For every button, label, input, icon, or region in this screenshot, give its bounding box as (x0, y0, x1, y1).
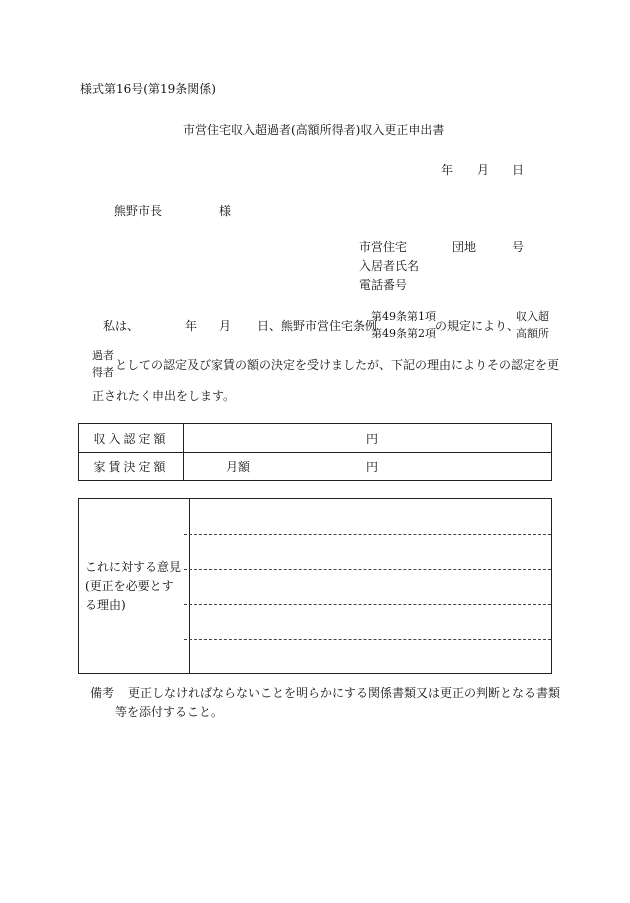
rent-value-cell (184, 453, 552, 481)
amount-table (78, 423, 552, 481)
income-label: 収入認定額 (79, 424, 184, 453)
form-title: 市営住宅収入超過者(高額所得者)収入更正申出書 (183, 123, 445, 137)
article-option-1: 第49条第1項 (371, 310, 436, 323)
addressee-honorific: 様 (219, 204, 232, 218)
rule-phrase: の規定により、 (435, 319, 520, 333)
dashed-line (184, 604, 551, 605)
income-value-cell (184, 424, 552, 453)
remarks-line-2: 等を添付すること。 (115, 705, 224, 719)
rent-label: 家賃決定額 (79, 453, 184, 481)
resident-name-label: 入居者氏名 (359, 259, 420, 273)
phone-label: 電話番号 (359, 278, 408, 292)
housing-label: 市営住宅 (359, 240, 408, 254)
status-option-income-1: 収入超 (516, 310, 549, 323)
dashed-line (184, 569, 551, 570)
status-option-income-2: 過者 (92, 349, 114, 362)
body-year: 年 (185, 319, 198, 333)
date-year: 年 (441, 163, 454, 177)
dashed-line (184, 534, 551, 535)
estate-label: 団地 (452, 240, 477, 254)
body-lead: 私は、 (103, 319, 140, 333)
date-month: 月 (477, 163, 490, 177)
opinion-label-line-2: (更正を必要とす (85, 578, 174, 593)
opinion-label-line-3: る理由) (85, 597, 126, 612)
body-line-3: 正されたく申出をします。 (92, 389, 236, 403)
form-number: 様式第16号(第19条関係) (80, 82, 216, 96)
status-choice-2 (92, 350, 114, 378)
body-month: 月 (219, 319, 232, 333)
income-unit: 円 (366, 431, 379, 446)
number-label: 号 (512, 240, 525, 254)
addressee-name: 熊野市長 (114, 204, 163, 218)
rent-monthly-label: 月額 (226, 460, 251, 474)
dashed-line (184, 639, 551, 640)
status-option-high-1: 高額所 (516, 327, 549, 340)
opinion-label-line-1: これに対する意見 (85, 559, 182, 574)
status-choice-1 (516, 311, 549, 339)
remarks-line-1: 更正しなければならないことを明らかにする関係書類又は更正の判断となる書類 (128, 686, 561, 700)
article-choice (371, 311, 436, 339)
body-day-ordinance: 日、熊野市営住宅条例 (257, 319, 378, 333)
date-day: 日 (512, 163, 525, 177)
remarks-label: 備考 (90, 686, 115, 700)
opinion-label (79, 499, 190, 674)
rent-unit: 円 (366, 460, 379, 474)
body-line-2: としての認定及び家賃の額の決定を受けましたが、下記の理由によりその認定を更 (115, 358, 560, 372)
status-option-high-2: 得者 (92, 366, 114, 379)
reason-dashed-lines (184, 499, 551, 673)
article-option-2: 第49条第2項 (371, 327, 436, 340)
